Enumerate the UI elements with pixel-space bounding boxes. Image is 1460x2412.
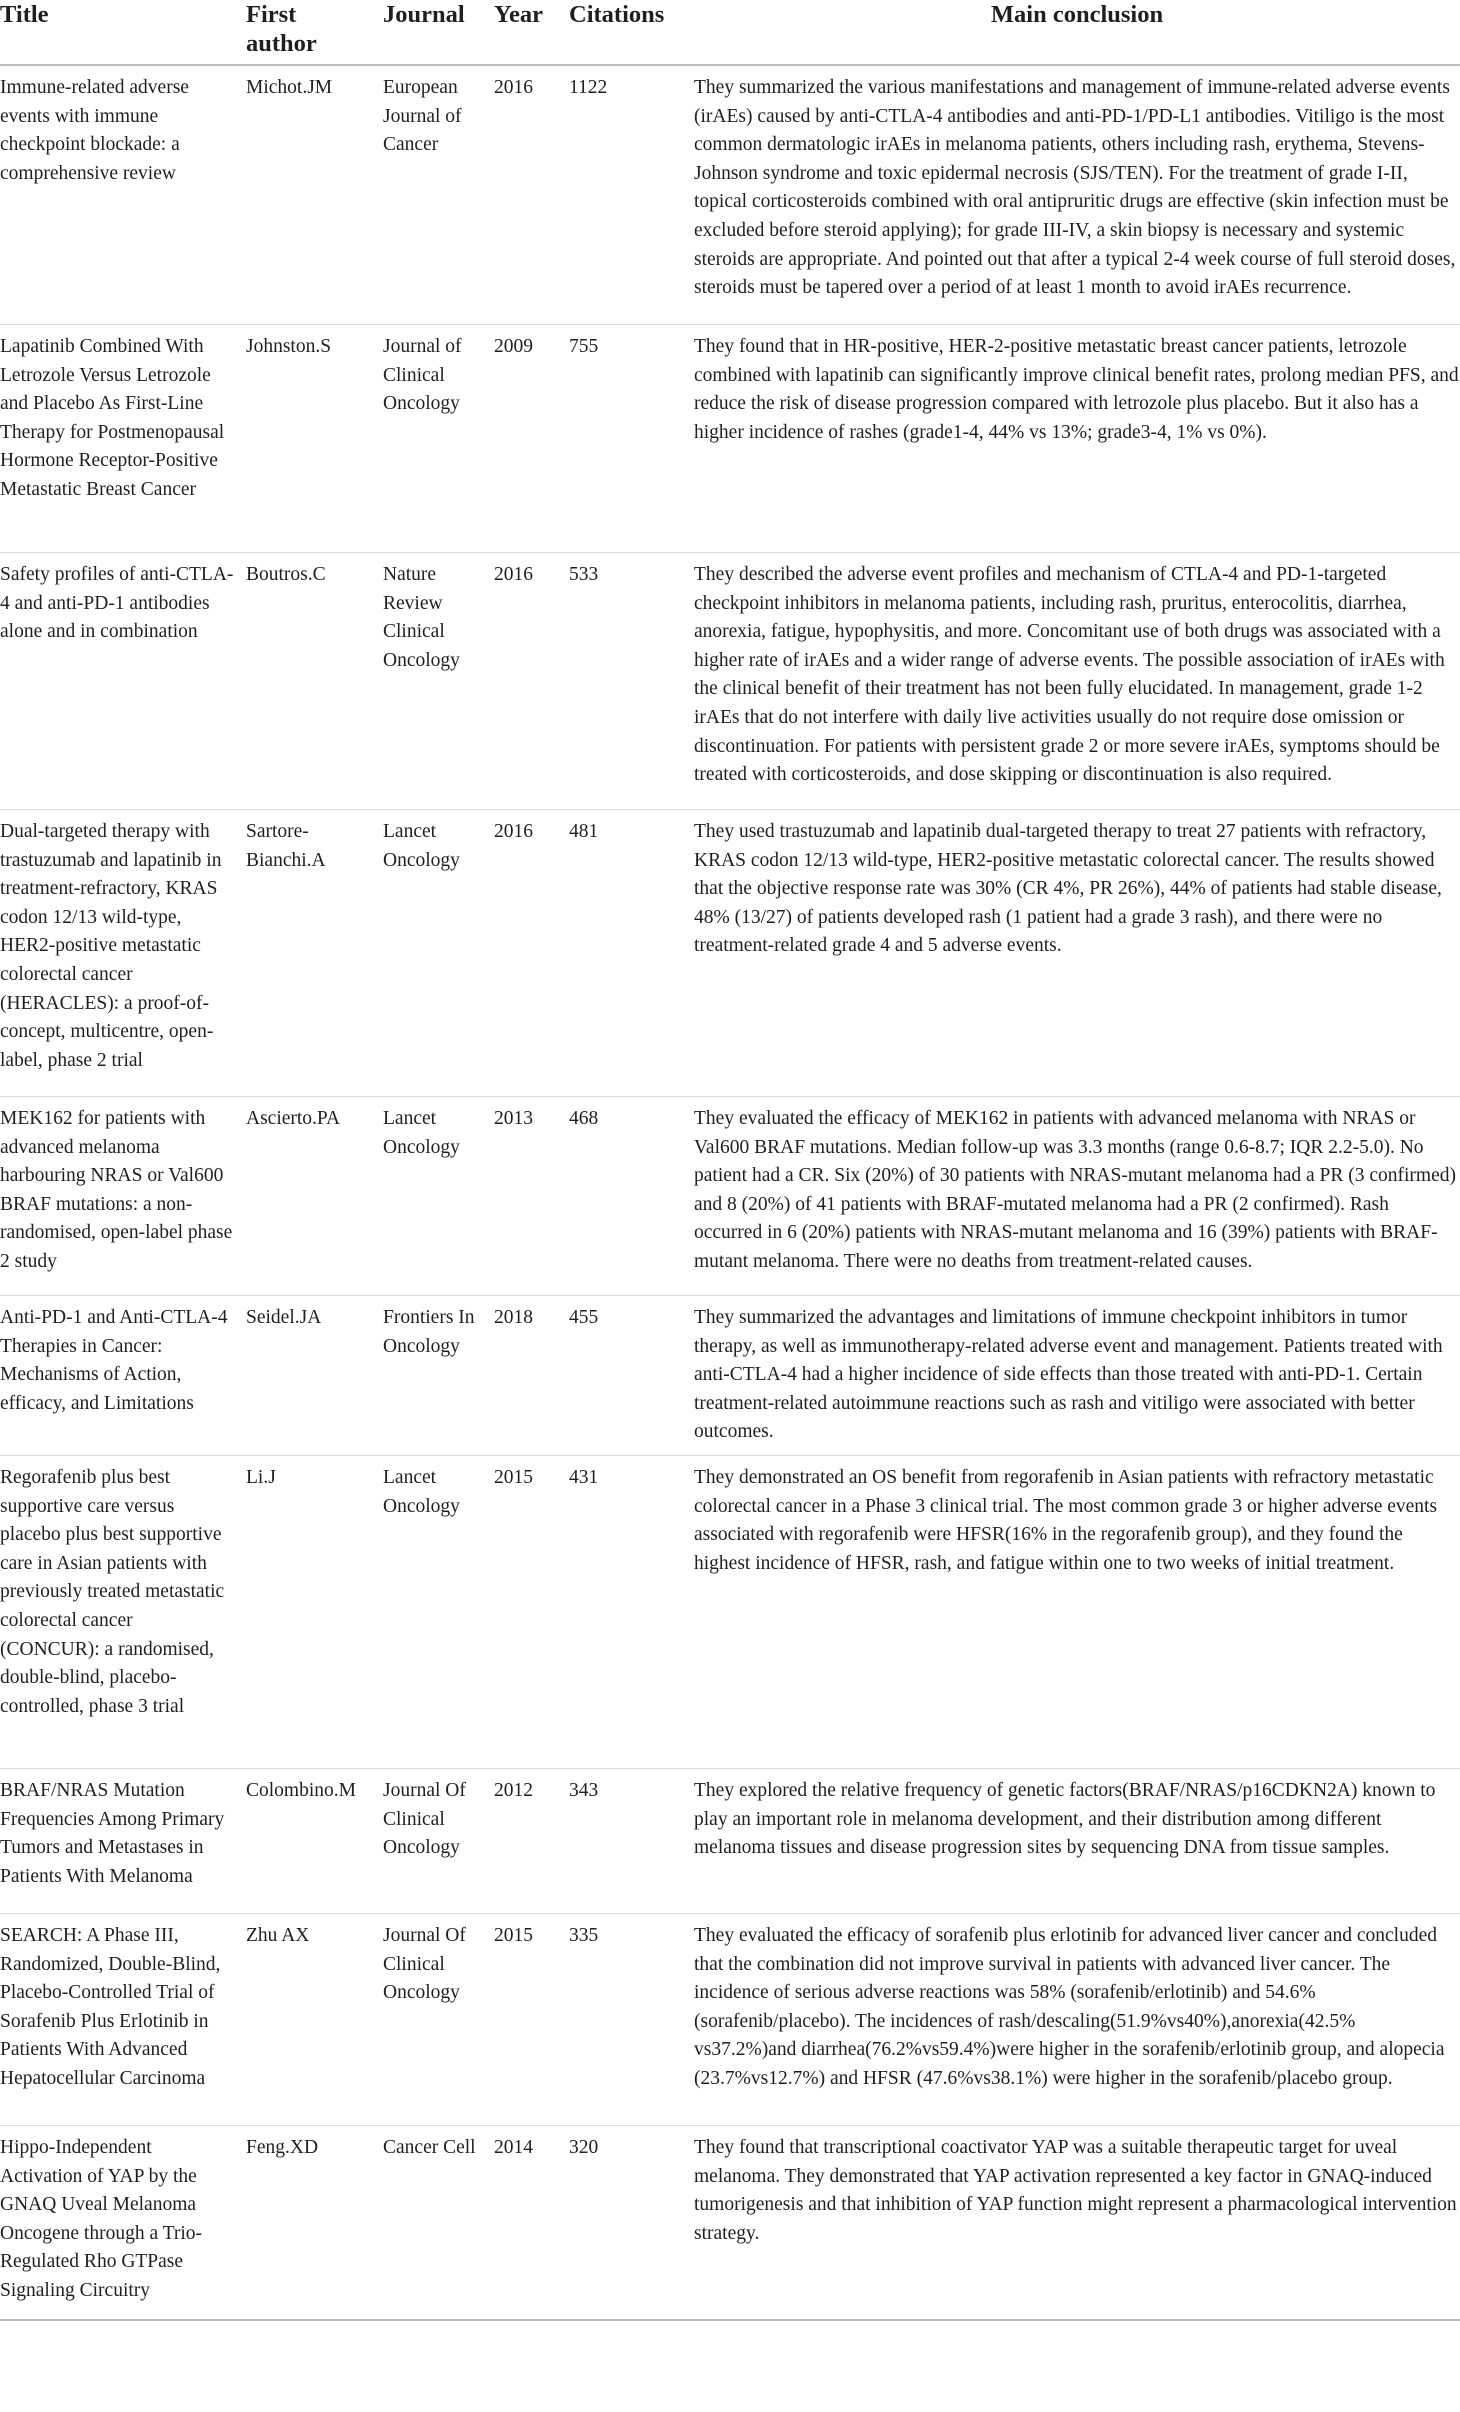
conclusion-text: They found that transcriptional coactivator YAP was a suitable therapeutic target for uveal melanoma. They demonstrated that YAP activation represented a key factor in GNAQ-induced tumorigenesis and that inhibition of YAP function might represent a pharmacological intervention strategy. bbox=[694, 2136, 1457, 2244]
cell-first-author bbox=[246, 1913, 383, 2125]
cell-first-author bbox=[246, 1768, 383, 1913]
year-text: 2016 bbox=[494, 77, 533, 98]
cell-main-conclusion bbox=[694, 2125, 1460, 2320]
cell-journal bbox=[383, 1296, 494, 1456]
title-text: Dual-targeted therapy with trastuzumab and lapatinib in treatment-refractory, KRAS codon 12/13 wild-type, HER2-positive metastatic colorectal cancer (HERACLES): a proof-of-concept, multicentre, open-label, phase 2 trial bbox=[0, 821, 222, 1071]
table-row bbox=[0, 1768, 1460, 1913]
cell-first-author bbox=[246, 2125, 383, 2320]
cell-main-conclusion bbox=[694, 553, 1460, 810]
cell-citations bbox=[569, 65, 694, 325]
journal-text: Lancet Oncology bbox=[383, 1108, 460, 1158]
year-text: 2013 bbox=[494, 1108, 533, 1129]
cell-first-author bbox=[246, 810, 383, 1097]
cell-main-conclusion bbox=[694, 1097, 1460, 1296]
year-text: 2016 bbox=[494, 821, 533, 842]
cell-year bbox=[494, 1097, 569, 1296]
table-row bbox=[0, 1913, 1460, 2125]
header-main-conclusion: Main conclusion bbox=[694, 0, 1460, 65]
cell-journal bbox=[383, 1913, 494, 2125]
journal-text: Nature Review Clinical Oncology bbox=[383, 564, 460, 671]
year-text: 2018 bbox=[494, 1307, 533, 1328]
cell-first-author bbox=[246, 1455, 383, 1768]
journal-text: Lancet Oncology bbox=[383, 821, 460, 871]
cell-citations bbox=[569, 1097, 694, 1296]
cell-journal bbox=[383, 810, 494, 1097]
cell-first-author bbox=[246, 325, 383, 553]
header-first-author: First author bbox=[246, 0, 383, 65]
title-text: SEARCH: A Phase III, Randomized, Double-Blind, Placebo-Controlled Trial of Sorafenib Plus Erlotinib in Patients With Advanced Hepatocellular Carcinoma bbox=[0, 1924, 221, 2089]
journal-text: European Journal of Cancer bbox=[383, 77, 462, 156]
cell-year bbox=[494, 1455, 569, 1768]
header-row bbox=[0, 0, 1460, 65]
citations-text: 335 bbox=[569, 1924, 599, 1946]
cell-journal bbox=[383, 553, 494, 810]
header-citations: Citations bbox=[569, 0, 694, 65]
cell-journal bbox=[383, 325, 494, 553]
year-text: 2012 bbox=[494, 1779, 533, 1801]
header-year: Year bbox=[494, 0, 569, 65]
conclusion-text: They demonstrated an OS benefit from regorafenib in Asian patients with refractory metastatic colorectal cancer in a Phase 3 clinical trial. The most common grade 3 or higher adverse events associated with regorafenib were HFSR(16% in the regorafenib group), and they found the highest incidence of HFSR, rash, and fatigue within one to two weeks of initial treatment. bbox=[694, 1466, 1438, 1574]
cell-title bbox=[0, 65, 246, 325]
cell-main-conclusion bbox=[694, 325, 1460, 553]
journal-text: Journal Of Clinical Oncology bbox=[383, 1924, 466, 2004]
cell-main-conclusion bbox=[694, 65, 1460, 325]
first-author-text: Michot.JM bbox=[246, 77, 333, 98]
conclusion-text: They evaluated the efficacy of MEK162 in patients with advanced melanoma with NRAS or Val600 BRAF mutations. Median follow-up was 3.3 months (range 0.6-8.7; IQR 2.2-5.0). No patient had a CR. Six (20%) of 30 patients with NRAS-mutant melanoma had a PR (3 confirmed) and 8 (20%) of 41 patients with BRAF-mutated melanoma had a PR (2 confirmed). Rash occurred in 6 (20%) patients with NRAS-mutant melanoma and 16 (39%) patients with BRAF-mutant melanoma. There were no deaths from treatment-related causes. bbox=[694, 1108, 1456, 1272]
journal-text: Frontiers In Oncology bbox=[383, 1307, 475, 1357]
title-text: Regorafenib plus best supportive care versus placebo plus best supportive care in Asian patients with previously treated metastatic colorectal cancer (CONCUR): a randomised, double-blind, placebo-controlled, phase 3 trial bbox=[0, 1466, 225, 1717]
cell-title bbox=[0, 553, 246, 810]
cell-journal bbox=[383, 65, 494, 325]
citations-text: 431 bbox=[569, 1466, 599, 1488]
cell-citations bbox=[569, 325, 694, 553]
cell-title bbox=[0, 1296, 246, 1456]
journal-text: Cancer Cell bbox=[383, 2136, 476, 2158]
conclusion-text: They explored the relative frequency of genetic factors(BRAF/NRAS/p16CDKN2A) known to play an important role in melanoma development, and their distribution among different melanoma tissues and disease progression sites by sequencing DNA from tissue samples. bbox=[694, 1779, 1436, 1859]
cell-citations bbox=[569, 1913, 694, 2125]
cell-title bbox=[0, 810, 246, 1097]
cell-citations bbox=[569, 1296, 694, 1456]
cell-journal bbox=[383, 1768, 494, 1913]
cell-main-conclusion bbox=[694, 1768, 1460, 1913]
cell-title bbox=[0, 1455, 246, 1768]
citations-text: 533 bbox=[569, 564, 599, 585]
first-author-text: Zhu AX bbox=[246, 1924, 310, 1946]
header-journal: Journal bbox=[383, 0, 494, 65]
table-row bbox=[0, 65, 1460, 325]
cell-first-author bbox=[246, 1097, 383, 1296]
title-text: BRAF/NRAS Mutation Frequencies Among Primary Tumors and Metastases in Patients With Melanoma bbox=[0, 1779, 225, 1887]
cell-year bbox=[494, 65, 569, 325]
table-row bbox=[0, 325, 1460, 553]
cell-title bbox=[0, 1097, 246, 1296]
cell-main-conclusion bbox=[694, 1913, 1460, 2125]
conclusion-text: They found that in HR-positive, HER-2-positive metastatic breast cancer patients, letrozole combined with lapatinib can significantly improve clinical benefit rates, prolong median PFS, and reduce the risk of disease progression compared with letrozole plus placebo. But it also has a higher incidence of rashes (grade1-4, 44% vs 13%; grade3-4, 1% vs 0%). bbox=[694, 336, 1459, 443]
table-row bbox=[0, 553, 1460, 810]
cell-title bbox=[0, 1913, 246, 2125]
cell-journal bbox=[383, 1455, 494, 1768]
table-row bbox=[0, 1455, 1460, 1768]
year-text: 2015 bbox=[494, 1466, 533, 1488]
citations-text: 455 bbox=[569, 1307, 599, 1328]
citations-text: 755 bbox=[569, 336, 599, 357]
conclusion-text: They summarized the various manifestations and management of immune-related adverse events (irAEs) caused by anti-CTLA-4 antibodies and anti-PD-1/PD-L1 antibodies. Vitiligo is the most common dermatologic irAEs in melanoma patients, others including rash, erythema, Stevens-Johnson syndrome and toxic epidermal necrosis (SJS/TEN). For the treatment of grade I-II, topical corticosteroids combined with oral antipruritic drugs are effective (skin infection must be excluded before steroid applying); for grade III-IV, a skin biopsy is necessary and systemic steroids are appropriate. And pointed out that after a typical 2-4 week course of full steroid doses, steroids must be tapered over a period of at least 1 month to avoid irAEs recurrence. bbox=[694, 77, 1456, 299]
cell-journal bbox=[383, 1097, 494, 1296]
title-text: Lapatinib Combined With Letrozole Versus Letrozole and Placebo As First-Line Therapy for Postmenopausal Hormone Receptor-Positive Metastatic Breast Cancer bbox=[0, 336, 225, 500]
cell-journal bbox=[383, 2125, 494, 2320]
title-text: Anti-PD-1 and Anti-CTLA-4 Therapies in Cancer: Mechanisms of Action, efficacy, and Limitations bbox=[0, 1307, 228, 1414]
first-author-text: Ascierto.PA bbox=[246, 1108, 341, 1129]
first-author-text: Johnston.S bbox=[246, 336, 332, 357]
cell-year bbox=[494, 810, 569, 1097]
cell-citations bbox=[569, 1455, 694, 1768]
cell-title bbox=[0, 1768, 246, 1913]
cell-citations bbox=[569, 553, 694, 810]
citations-text: 320 bbox=[569, 2136, 599, 2158]
journal-text: Journal of Clinical Oncology bbox=[383, 336, 462, 415]
conclusion-text: They evaluated the efficacy of sorafenib plus erlotinib for advanced liver cancer and concluded that the combination did not improve survival in patients with advanced liver cancer. The incidence of serious adverse reactions was 58% (sorafenib/erlotinib) and 54.6%(sorafenib/placebo). The incidences of rash/descaling(51.9%vs40%),anorexia(42.5% vs37.2%)and diarrhea(76.2%vs59.4%)were higher in the sorafenib/erlotinib group, and alopecia (23.7%vs12.7%) and HFSR (47.6%vs38.1%) were higher in the sorafenib/placebo group. bbox=[694, 1924, 1445, 2089]
citations-text: 468 bbox=[569, 1108, 599, 1129]
table-row bbox=[0, 1296, 1460, 1456]
first-author-text: Li.J bbox=[246, 1466, 276, 1488]
title-text: Hippo-Independent Activation of YAP by the GNAQ Uveal Melanoma Oncogene through a Trio-Regulated Rho GTPase Signaling Circuitry bbox=[0, 2136, 203, 2301]
first-author-text: Sartore-Bianchi.A bbox=[246, 821, 326, 871]
year-text: 2014 bbox=[494, 2136, 533, 2158]
cell-main-conclusion bbox=[694, 1296, 1460, 1456]
cell-main-conclusion bbox=[694, 810, 1460, 1097]
conclusion-text: They used trastuzumab and lapatinib dual-targeted therapy to treat 27 patients with refractory, KRAS codon 12/13 wild-type, HER2-positive metastatic colorectal cancer. The results showed that the objective response rate was 30% (CR 4%, PR 26%), 44% of patients had stable disease, 48% (13/27) of patients developed rash (1 patient had a grade 3 rash), and there were no treatment-related grade 4 and 5 adverse events. bbox=[694, 821, 1442, 957]
cell-citations bbox=[569, 2125, 694, 2320]
cell-first-author bbox=[246, 1296, 383, 1456]
cell-year bbox=[494, 325, 569, 553]
cell-title bbox=[0, 2125, 246, 2320]
first-author-text: Colombino.M bbox=[246, 1779, 356, 1801]
table-row bbox=[0, 1097, 1460, 1296]
citations-text: 481 bbox=[569, 821, 599, 842]
year-text: 2016 bbox=[494, 564, 533, 585]
citations-text: 1122 bbox=[569, 77, 608, 98]
journal-text: Lancet Oncology bbox=[383, 1466, 460, 1517]
header-title: Title bbox=[0, 0, 246, 65]
journal-text: Journal Of Clinical Oncology bbox=[383, 1779, 466, 1859]
cell-title bbox=[0, 325, 246, 553]
conclusion-text: They summarized the advantages and limitations of immune checkpoint inhibitors in tumor therapy, as well as immunotherapy-related adverse event and management. Patients treated with anti-CTLA-4 had a higher incidence of side effects than those treated with anti-PD-1. Certain treatment-related autoimmune reactions such as rash and vitiligo were associated with better outcomes. bbox=[694, 1307, 1443, 1443]
cell-citations bbox=[569, 1768, 694, 1913]
year-text: 2009 bbox=[494, 336, 533, 357]
table-row bbox=[0, 810, 1460, 1097]
cell-first-author bbox=[246, 553, 383, 810]
cell-year bbox=[494, 1913, 569, 2125]
cell-citations bbox=[569, 810, 694, 1097]
first-author-text: Seidel.JA bbox=[246, 1307, 322, 1328]
cell-year bbox=[494, 1296, 569, 1456]
title-text: Immune-related adverse events with immune checkpoint blockade: a comprehensive review bbox=[0, 77, 189, 184]
cell-year bbox=[494, 553, 569, 810]
cell-first-author bbox=[246, 65, 383, 325]
citations-text: 343 bbox=[569, 1779, 599, 1801]
conclusion-text: They described the adverse event profiles and mechanism of CTLA-4 and PD-1-targeted checkpoint inhibitors in melanoma patients, including rash, pruritus, enterocolitis, diarrhea, anorexia, fatigue, hypophysitis, and more. Concomitant use of both drugs was associated with a higher rate of irAEs and a wider range of adverse events. The possible association of irAEs with the clinical benefit of their treatment has not been fully elucidated. In management, grade 1-2 irAEs that do not interfere with daily live activities usually do not require dose omission or discontinuation. For patients with persistent grade 2 or more severe irAEs, symptoms should be treated with corticosteroids, and dose skipping or discontinuation is also required. bbox=[694, 564, 1445, 786]
title-text: Safety profiles of anti-CTLA-4 and anti-PD-1 antibodies alone and in combination bbox=[0, 564, 234, 643]
cell-main-conclusion bbox=[694, 1455, 1460, 1768]
title-text: MEK162 for patients with advanced melanoma harbouring NRAS or Val600 BRAF mutations: a non-randomised, open-label phase 2 study bbox=[0, 1108, 233, 1272]
cell-year bbox=[494, 1768, 569, 1913]
first-author-text: Feng.XD bbox=[246, 2136, 319, 2158]
cell-year bbox=[494, 2125, 569, 2320]
first-author-text: Boutros.C bbox=[246, 564, 326, 585]
year-text: 2015 bbox=[494, 1924, 533, 1946]
table-row bbox=[0, 2125, 1460, 2320]
